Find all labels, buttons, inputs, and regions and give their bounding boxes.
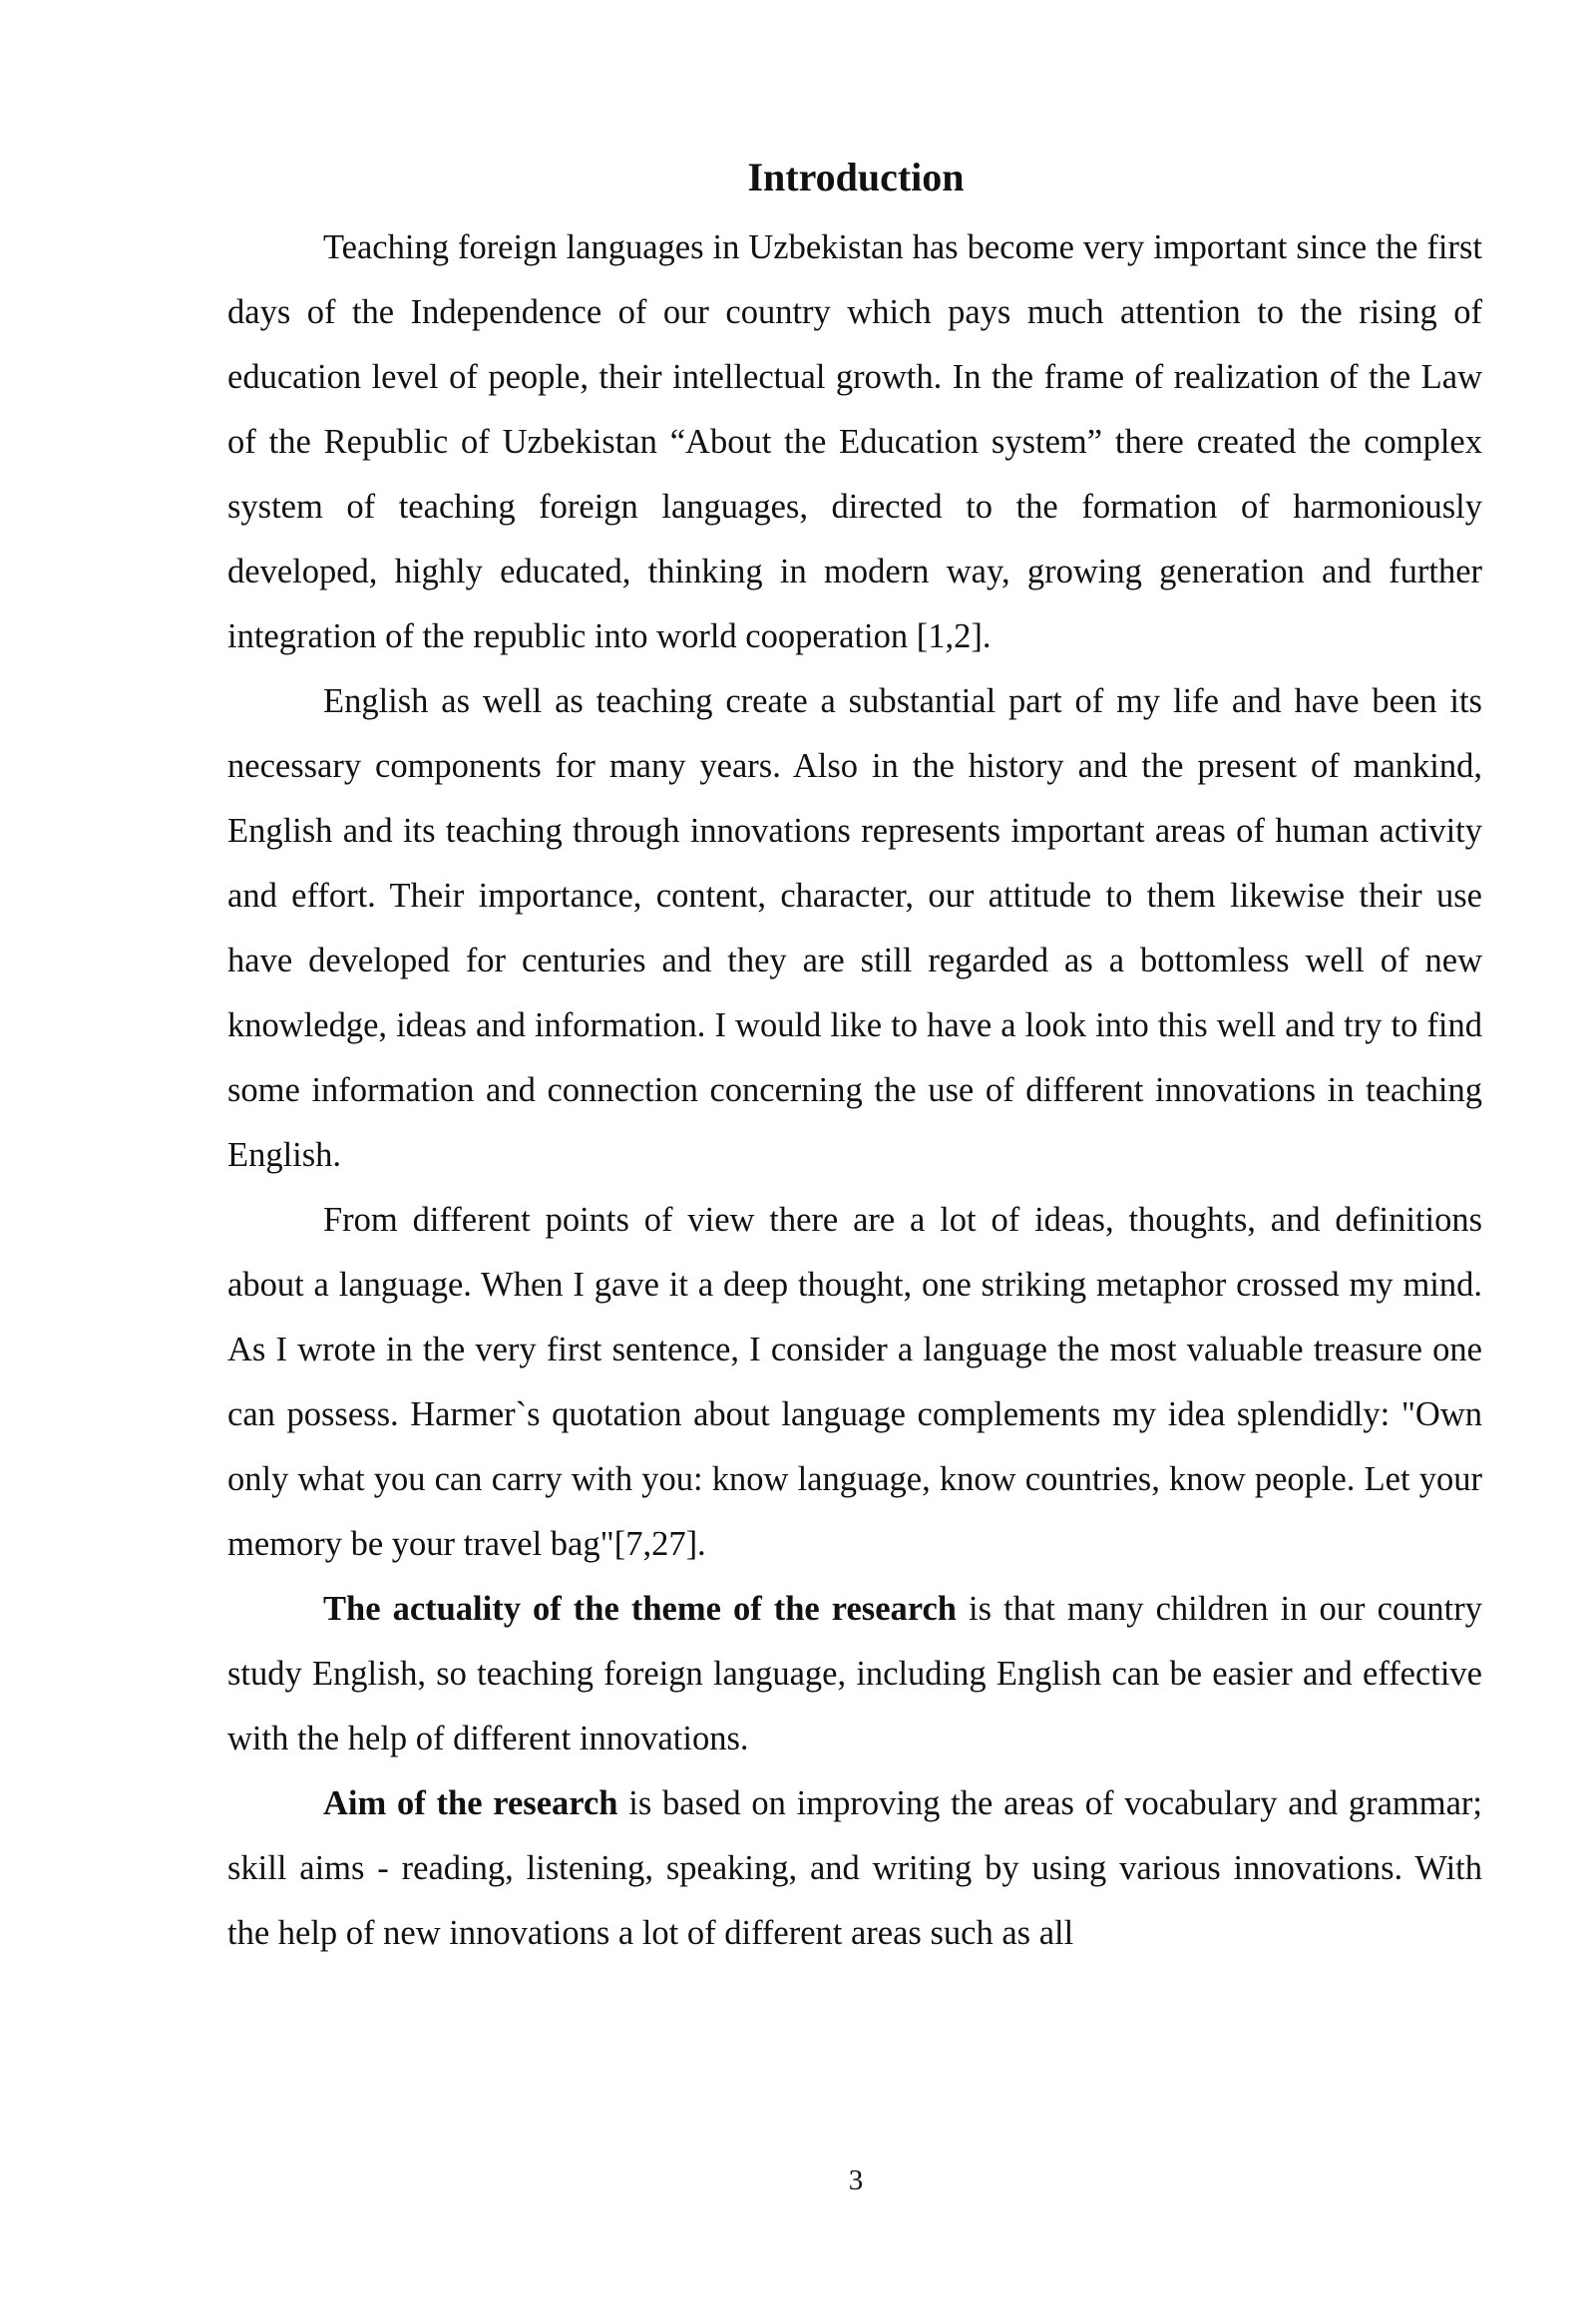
page-number: 3 [848, 2164, 864, 2196]
page-title: Introduction [747, 155, 965, 199]
paragraph-2-text: English as well as teaching create a substantial part of my life and have been its necessary components for many years. Also in the history and the present of mankind, English and its teaching through innovations represents important areas of human activity and effort. Their importance, content, character, our attitude to them likewise their use have developed for centuries and they are still regarded as a bottomless well of new knowledge, ideas and information. I would like to have a look into this well and try to find some information and connection concerning the use of different innovations in teaching English. [227, 682, 1482, 1174]
body-text [227, 215, 1482, 1966]
paragraph-3 [227, 1188, 1482, 1577]
paragraph-actuality [227, 1577, 1482, 1771]
paragraph-2 [227, 669, 1482, 1188]
actuality-heading: The actuality of the theme of the research [323, 1590, 957, 1628]
aim-text: is based on improving the areas of vocabulary and grammar; skill aims - reading, listening, speaking, and writing by using various innovations. With the help of new innovations a lot of different areas such as all [227, 1784, 1482, 1952]
paragraph-1-text: Teaching foreign languages in Uzbekistan has become very important since the first days of the Independence of our country which pays much attention to the rising of education level of people, their intellectual growth. In the frame of realization of the Law of the Republic of Uzbekistan “About the Education system” there created the complex system of teaching foreign languages, directed to the formation of harmoniously developed, highly educated, thinking in modern way, growing generation and further integration of the republic into world cooperation [1,2]. [227, 228, 1482, 655]
paragraph-3-text: From different points of view there are a lot of ideas, thoughts, and definitions about a language. When I gave it a deep thought, one striking metaphor crossed my mind. As I wrote in the very first sentence, I consider a language the most valuable treasure one can possess. Harmer`s quotation about language complements my idea splendidly: "Own only what you can carry with you: know language, know countries, know people. Let your memory be your travel bag"[7,27]. [227, 1201, 1482, 1563]
aim-heading: Aim of the research [323, 1784, 618, 1822]
paragraph-aim [227, 1771, 1482, 1966]
paragraph-1 [227, 215, 1482, 669]
actuality-text: is that many children in our country study English, so teaching foreign language, including English can be easier and effective with the help of different innovations. [227, 1590, 1482, 1757]
